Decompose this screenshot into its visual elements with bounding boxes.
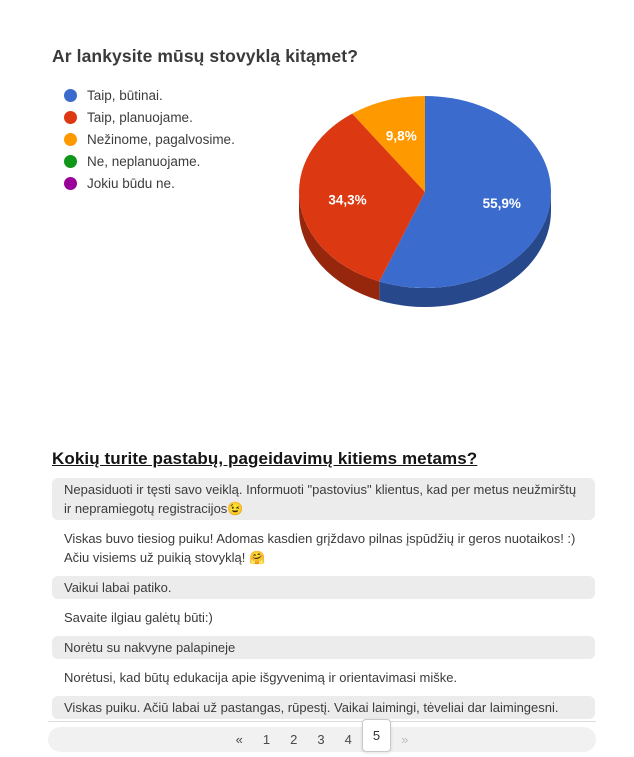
legend-item <box>64 172 235 194</box>
legend-item-label: Taip, planuojame. <box>87 109 193 125</box>
legend-color-dot-icon <box>64 133 77 146</box>
legend-item-label: Ne, neplanuojame. <box>87 153 201 169</box>
response-item: Savaite ilgiau galėtų būti:) <box>64 610 213 625</box>
svg-text:34,3%: 34,3% <box>328 192 367 208</box>
response-item: Viskas puiku. Ačiū labai už pastangas, rūpestį. Vaikai laimingi, tėveliai dar laimingesni. <box>52 696 595 719</box>
pagination-page-2[interactable]: 2 <box>290 732 298 747</box>
response-item: Viskas buvo tiesiog puiku! Adomas kasdien grįždavo pilnas įspūdžių ir geros nuotaikos! :) Ačiu visiems už puikią stovyklą! 🤗 <box>64 531 576 565</box>
pie-chart <box>280 78 600 318</box>
pagination-page-3[interactable]: 3 <box>317 732 325 747</box>
pagination-prev-button[interactable]: « <box>235 732 243 747</box>
pagination-next-button[interactable]: » <box>401 732 409 747</box>
pagination-band <box>48 727 596 752</box>
legend-item-label: Jokiu būdu ne. <box>87 175 175 191</box>
pagination-page-5-active[interactable]: 5 <box>362 719 391 752</box>
response-item: Norėtusi, kad būtų edukacija apie išgyvenimą ir orientavimasi miške. <box>64 670 458 685</box>
legend-color-dot-icon <box>64 111 77 124</box>
legend-color-dot-icon <box>64 177 77 190</box>
svg-text:9,8%: 9,8% <box>385 128 417 144</box>
legend-color-dot-icon <box>64 155 77 168</box>
responses-list <box>52 478 595 726</box>
response-item: Norėtu su nakvyne palapineje <box>52 636 595 659</box>
response-item: Vaikui labai patiko. <box>52 576 595 599</box>
legend-item <box>64 150 235 172</box>
legend-item <box>64 84 235 106</box>
pie-question-title: Ar lankysite mūsų stovyklą kitąmet? <box>52 46 358 66</box>
svg-text:55,9%: 55,9% <box>482 195 521 211</box>
legend-item-label: Nežinome, pagalvosime. <box>87 131 235 147</box>
pagination-page-4[interactable]: 4 <box>344 732 352 747</box>
response-item: Nepasiduoti ir tęsti savo veiklą. Informuoti "pastovius" klientus, kad per metus neužmirštų ir nepramiegotų registracijos😉 <box>52 478 595 520</box>
legend-item-label: Taip, būtinai. <box>87 87 163 103</box>
pagination-page-1[interactable]: 1 <box>262 732 271 747</box>
legend-item <box>64 128 235 150</box>
pie-legend <box>64 84 235 194</box>
legend-item <box>64 106 235 128</box>
pagination <box>48 721 596 752</box>
legend-color-dot-icon <box>64 89 77 102</box>
responses-question-title: Kokių turite pastabų, pageidavimų kitiems metams? <box>52 449 478 468</box>
